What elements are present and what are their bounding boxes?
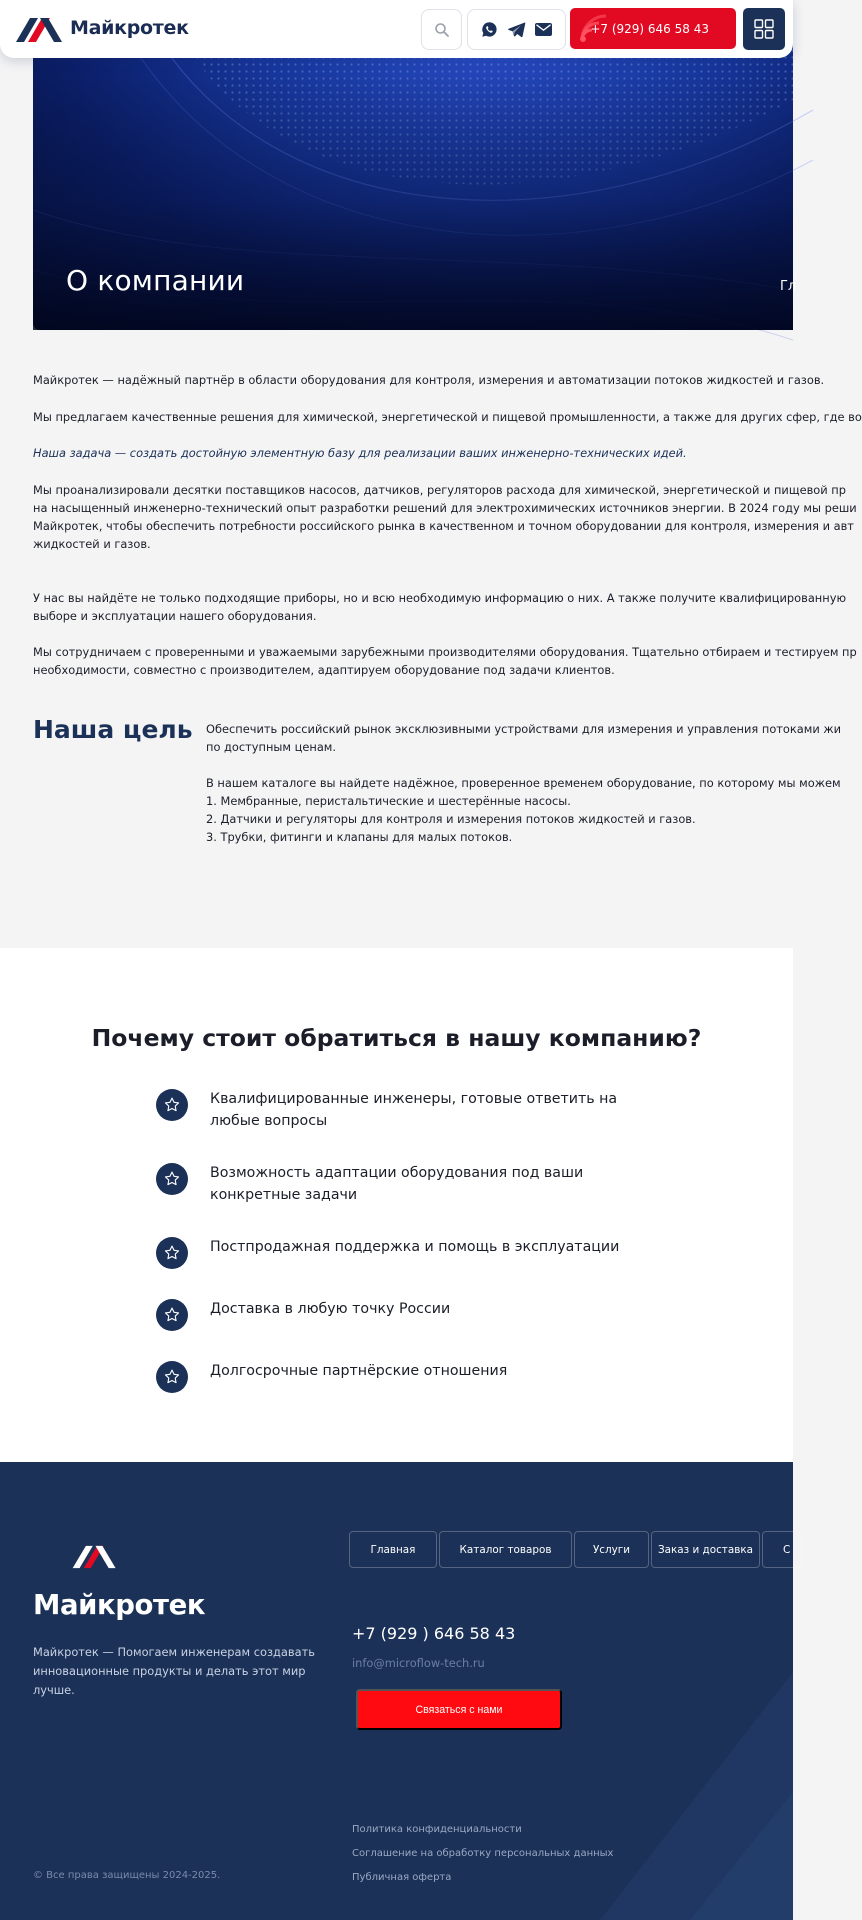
whatsapp-icon[interactable] xyxy=(479,20,499,40)
catalog-intro: В нашем каталоге вы найдете надёжное, проверенное временем оборудование, по которому мы можем xyxy=(206,776,841,790)
footer-phone[interactable]: +7 (929 ) 646 58 43 xyxy=(352,1624,516,1643)
about-paragraph-line: на насыщенный инженерно-технический опыт разработки решений для электрохимических источников энергии. В 2024 году мы реши xyxy=(33,501,857,515)
menu-button[interactable] xyxy=(743,8,785,50)
advantage-text: Доставка в любую точку России xyxy=(210,1301,451,1317)
footer-nav-more[interactable]: С xyxy=(762,1531,802,1568)
phone-number: +7 (929) 646 58 43 xyxy=(590,21,709,36)
why-us-title: Почему стоит обратиться в нашу компанию? xyxy=(91,1024,702,1052)
grid-menu-icon xyxy=(754,19,774,39)
brand-name: Майкротек xyxy=(70,17,189,39)
footer-logo-mark[interactable] xyxy=(70,1532,158,1582)
about-paragraph: Мы предлагаем качественные решения для химической, энергетической и пищевой промышленности, а также для других сфер, где во xyxy=(33,410,862,424)
footer-brand-name: Майкротек xyxy=(33,1589,206,1621)
footer-nav-services[interactable]: Услуги xyxy=(574,1531,649,1568)
breadcrumb[interactable]: Гл xyxy=(780,279,797,294)
about-paragraph-line: жидкостей и газов. xyxy=(33,537,151,551)
goal-text-line: по доступным ценам. xyxy=(206,740,337,754)
star-icon xyxy=(156,1089,188,1121)
goal-text: Обеспечить российский рынок эксклюзивными устройствами для измерения и управления потоками жи xyxy=(206,722,842,736)
footer-nav-order-delivery[interactable]: Заказ и доставка xyxy=(651,1531,760,1568)
advantage-item xyxy=(156,1163,656,1206)
about-paragraph: Мы сотрудничаем с проверенными и уважаемыми зарубежными производителями оборудования. Тщательно отбираем и тестируем пр xyxy=(33,645,857,659)
footer-email[interactable]: info@microflow-tech.ru xyxy=(352,1656,485,1670)
messengers-group xyxy=(467,9,566,50)
phone-waves-icon xyxy=(576,12,616,48)
advantage-item xyxy=(156,1237,656,1269)
star-icon xyxy=(156,1163,188,1195)
email-icon[interactable] xyxy=(534,20,554,40)
contact-us-button[interactable]: Связаться с нами xyxy=(356,1689,562,1730)
privacy-policy-link[interactable]: Политика конфиденциальности xyxy=(352,1824,522,1835)
star-icon xyxy=(156,1237,188,1269)
site-footer xyxy=(0,1462,793,1920)
catalog-item: 2. Датчики и регуляторы для контроля и измерения потоков жидкостей и газов. xyxy=(206,812,696,826)
catalog-item: 3. Трубки, фитинги и клапаны для малых потоков. xyxy=(206,830,513,844)
catalog-item: 1. Мембранные, перистальтические и шестерённые насосы. xyxy=(206,794,571,808)
search-icon xyxy=(434,22,450,38)
goal-title: Наша цель xyxy=(33,715,193,744)
copyright: © Все права защищены 2024-2025. xyxy=(33,1870,221,1881)
personal-data-agreement-link[interactable]: Соглашение на обработку персональных данных xyxy=(352,1848,614,1859)
about-paragraph: Майкротек — надёжный партнёр в области оборудования для контроля, измерения и автоматизации потоков жидкостей и газов. xyxy=(33,373,825,387)
advantage-text: Долгосрочные партнёрские отношения xyxy=(210,1363,508,1379)
advantage-text: Квалифицированные инженеры, готовые ответить на любые вопросы xyxy=(210,1091,618,1129)
footer-nav-catalog[interactable]: Каталог товаров xyxy=(439,1531,572,1568)
about-paragraph: У нас вы найдёте не только подходящие приборы, но и всю необходимую информацию о них. А также получите квалифицированную xyxy=(33,591,847,605)
advantage-item xyxy=(156,1089,656,1132)
about-paragraph-line: Майкротек, чтобы обеспечить потребности российского рынка в качественном и точном оборудовании для контроля, измерения и авт xyxy=(33,519,854,533)
advantage-text: Возможность адаптации оборудования под ваши конкретные задачи xyxy=(210,1165,584,1203)
public-offer-link[interactable]: Публичная оферта xyxy=(352,1872,452,1883)
advantage-item xyxy=(156,1299,656,1331)
footer-nav xyxy=(349,1531,804,1568)
hero-banner xyxy=(33,40,797,330)
site-logo[interactable] xyxy=(16,14,189,42)
advantage-text: Постпродажная поддержка и помощь в эксплуатации xyxy=(210,1239,620,1255)
logo-mark-icon xyxy=(16,14,64,42)
telegram-icon[interactable] xyxy=(507,20,527,40)
phone-call-button[interactable] xyxy=(570,8,736,49)
about-paragraph-line: необходимости, совместно с производителем, адаптируем оборудование под задачи клиентов. xyxy=(33,663,615,677)
about-paragraph-line: выборе и эксплуатации нашего оборудования. xyxy=(33,609,317,623)
site-header xyxy=(0,0,793,58)
star-icon xyxy=(156,1299,188,1331)
advantage-item xyxy=(156,1361,656,1393)
page-title: О компании xyxy=(66,264,245,297)
search-button[interactable] xyxy=(421,9,462,50)
footer-nav-home[interactable]: Главная xyxy=(349,1531,437,1568)
footer-tagline: Майкротек — Помогаем инженерам создавать инновационные продукты и делать этот мир лучше. xyxy=(33,1645,315,1697)
about-paragraph: Мы проанализировали десятки поставщиков насосов, датчиков, регуляторов расхода для химической, энергетической и пищевой пр xyxy=(33,483,846,497)
star-icon xyxy=(156,1361,188,1393)
mission-statement: Наша задача — создать достойную элементную базу для реализации ваших инженерно-технических идей. xyxy=(33,446,687,460)
